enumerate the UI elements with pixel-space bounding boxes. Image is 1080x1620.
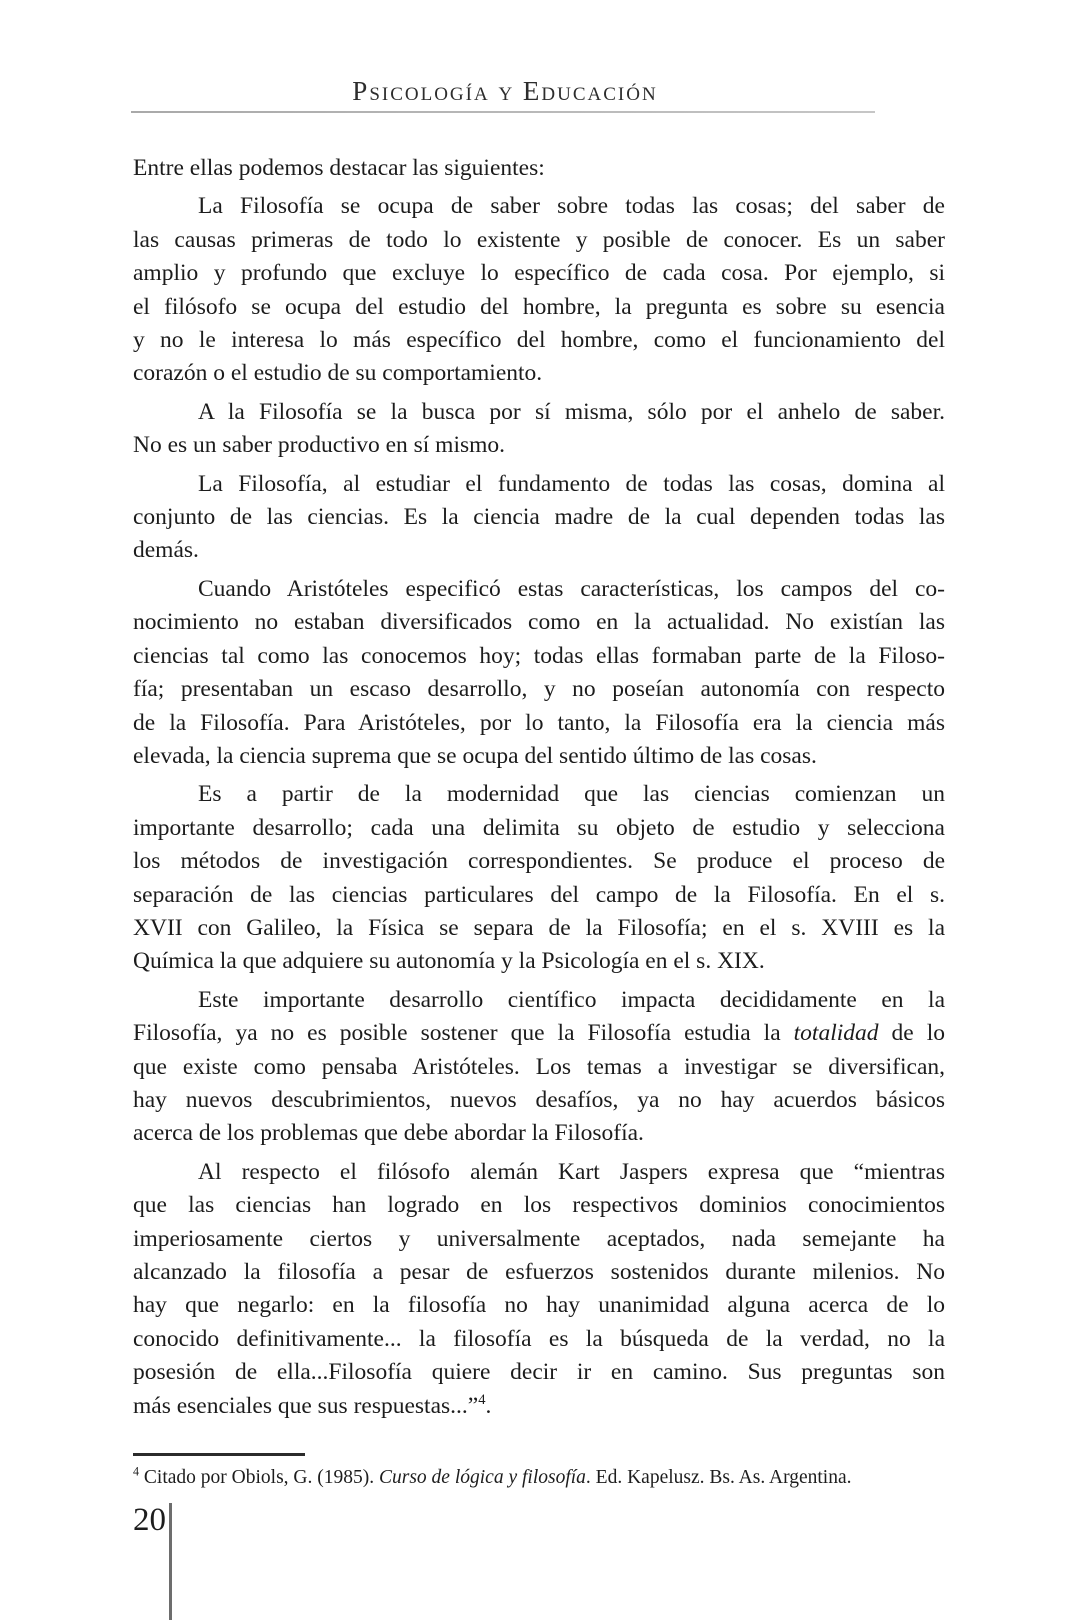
running-header: Psicología y Educación [352, 76, 658, 106]
paragraph [133, 152, 945, 185]
paragraph [133, 573, 945, 773]
paragraph [133, 984, 945, 1151]
text-line: más esenciales que sus respuestas...”$^4$. [133, 1391, 492, 1419]
paragraph [133, 778, 945, 978]
footer-vertical-rule [169, 1503, 172, 1620]
page-number: 20 [133, 1502, 166, 1538]
text-line: Cuando Aristóteles especificó estas características, los campos del co- [198, 575, 945, 602]
text-line: conocido definitivamente... la filosofía es la búsqueda de la verdad, no la [133, 1325, 945, 1352]
text-line: conjunto de las ciencias. Es la ciencia madre de la cual dependen todas las [133, 504, 945, 531]
text-line: A la Filosofía se la busca por sí misma, sólo por el anhelo de saber. [198, 398, 945, 425]
text-line: hay que negarlo: en la filosofía no hay unanimidad alguna acerca de lo [133, 1292, 945, 1319]
text-line: elevada, la ciencia suprema que se ocupa del sentido último de las cosas. [133, 742, 817, 769]
text-line: separación de las ciencias particulares del campo de la Filosofía. En el s. [133, 881, 945, 908]
text-line: demás. [133, 537, 199, 564]
text-line: acerca de los problemas que debe abordar la Filosofía. [133, 1120, 644, 1147]
text-line: corazón o el estudio de su comportamiento. [133, 360, 543, 387]
text-line: XVII con Galileo, la Física se separa de la Filosofía; en el s. XVIII es la [133, 914, 945, 941]
paragraph [133, 468, 945, 568]
paragraph [133, 396, 945, 463]
footnote-text: $^4$ Citado por Obiols, G. (1985). Curso de lógica y filosofía. Ed. Kapelusz. Bs. As. Argentina. [133, 1464, 852, 1488]
paragraph [133, 1156, 945, 1423]
text-line: que existe como pensaba Aristóteles. Los temas a investigar se diversifican, [133, 1053, 945, 1080]
text-line: y no le interesa lo más específico del hombre, como el funcionamiento del [133, 327, 945, 354]
text-line: el filósofo se ocupa del estudio del hombre, la pregunta es sobre su esencia [133, 293, 945, 320]
text-line: Al respecto el filósofo alemán Kart Jaspers expresa que “mientras [198, 1158, 945, 1185]
text-line: fía; presentaban un escaso desarrollo, y no poseían autonomía con respecto [133, 676, 945, 703]
text-line: los métodos de investigación correspondientes. Se produce el proceso de [133, 848, 945, 875]
text-line: Filosofía, ya no es posible sostener que la Filosofía estudia la totalidad de lo [133, 1020, 945, 1047]
text-line: hay nuevos descubrimientos, nuevos desafíos, ya no hay acuerdos básicos [133, 1086, 945, 1113]
text-line: las causas primeras de todo lo existente y posible de conocer. Es un saber [133, 226, 945, 253]
text-line: de la Filosofía. Para Aristóteles, por lo tanto, la Filosofía era la ciencia más [133, 709, 945, 736]
paragraph [133, 190, 945, 390]
text-line: alcanzado la filosofía a pesar de esfuerzos sostenidos durante milenios. No [133, 1259, 945, 1285]
body-text [133, 152, 945, 1428]
text-line: Entre ellas podemos destacar las siguientes: [133, 155, 545, 181]
text-line: No es un saber productivo en sí mismo. [133, 432, 506, 459]
text-line: imperiosamente ciertos y universalmente aceptados, nada semejante ha [133, 1225, 945, 1252]
text-line: La Filosofía se ocupa de saber sobre todas las cosas; del saber de [198, 193, 945, 220]
footnote-separator [133, 1453, 305, 1456]
text-line: Este importante desarrollo científico impacta decididamente en la [198, 986, 945, 1013]
text-line: La Filosofía, al estudiar el fundamento de todas las cosas, domina al [198, 470, 945, 497]
text-line: que las ciencias han logrado en los respectivos dominios conocimientos [133, 1192, 945, 1219]
text-line: nocimiento no estaban diversificados como en la actualidad. No existían las [133, 609, 945, 636]
text-line: importante desarrollo; cada una delimita su objeto de estudio y selecciona [133, 814, 945, 841]
text-line: amplio y profundo que excluye lo específico de cada cosa. Por ejemplo, si [133, 260, 945, 287]
text-line: Es a partir de la modernidad que las ciencias comienzan un [198, 781, 945, 808]
text-line: Química la que adquiere su autonomía y la Psicología en el s. XIX. [133, 948, 765, 975]
text-line: ciencias tal como las conocemos hoy; todas ellas formaban parte de la Filoso- [133, 642, 945, 669]
text-line: posesión de ella...Filosofía quiere decir ir en camino. Sus preguntas son [133, 1359, 945, 1386]
header-rule [131, 111, 875, 113]
